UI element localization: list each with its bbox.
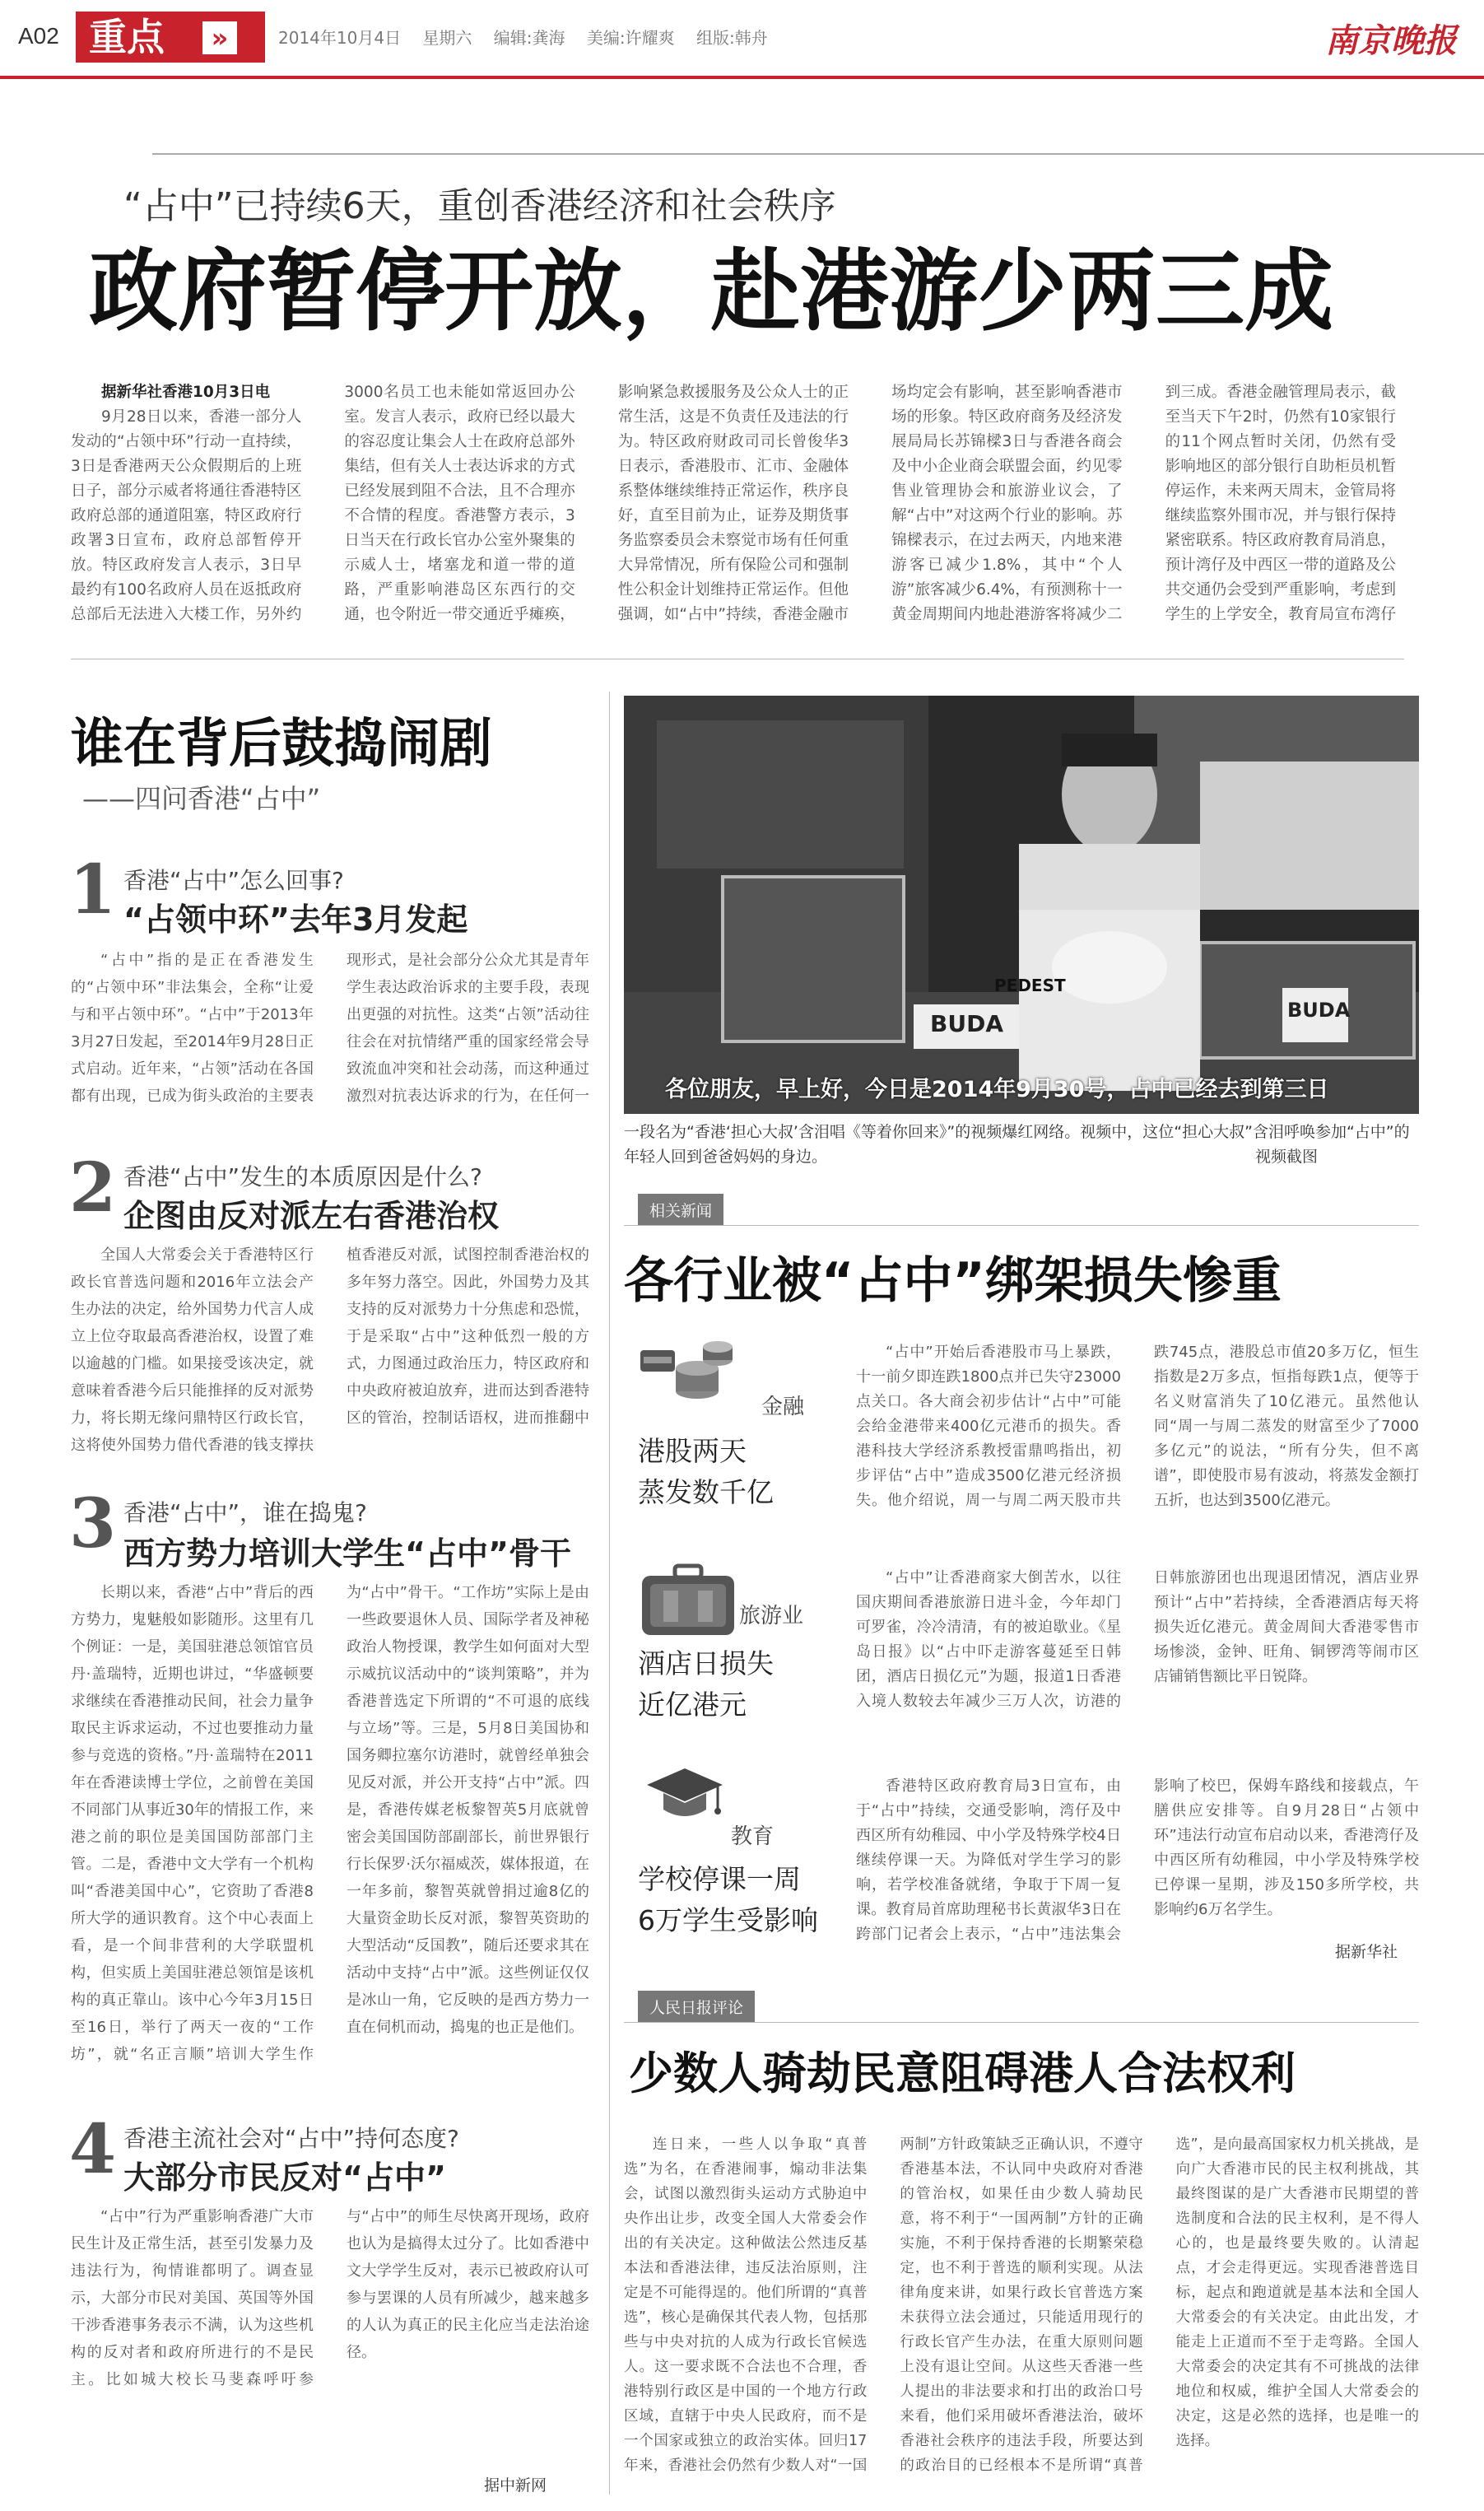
q3-question: 香港“占中”，谁在捣鬼? [123, 1499, 367, 1526]
newspaper-logo: 南京晚报 [1325, 21, 1457, 60]
header-rule-2 [152, 153, 1484, 155]
video-screenshot [624, 696, 1419, 1114]
q2-text: 全国人大常委会关于香港特区行政长官普选问题和2016年立法会产生办法的决定，给外国势力代言人成立上位夺取最高香港治权，设置了难以逾越的门槛。如果接受该决定，就意味着香港今后只能推择的反对派势力，将长期无缘问鼎特区行政长官，这将使外国势力借代香港的钱支撑扶植香港反对派，试图控制香港治权的多年努力落空。因此，外国势力及其支持的反对派势力十分焦虑和恐慌，于是采取“占中”这种低烈一般的方式，力图通过政治压力，特区政府和中央政府被迫放弃，进而达到香港特区的管治，控制话语权，进而推翻中 [71, 1246, 589, 1454]
video-sign-middle: PEDEST [994, 976, 1066, 995]
education-text: 香港特区政府教育局3日宣布，由于“占中”持续，交通受影响，湾仔及中西区所有幼稚园、中小学及特殊学校4日继续停课一天。为降低对学生学习的影响，若学校准备就绪，争取于下周一复课。教育局首席助理秘书长黄淑华3日在跨部门记者会上表示，“占中”违法集会影响了校巴，保姆车路线和接载点，午膳供应安排等。自9月28日“占领中环”违法行动宣布启动以来，香港湾仔及中西区所有幼稚园，中小学及特殊学校已停课一星期，涉及150多所学校，共影响约6万名学生。 [856, 1777, 1419, 1943]
finance-title-1: 港股两天 [638, 1435, 747, 1467]
section-arrow-icon [202, 21, 237, 54]
lead-dateline: 据新华社香港10月3日电 [101, 384, 271, 401]
q4-question: 香港主流社会对“占中”持何态度? [123, 2125, 459, 2152]
commentary-text: 连日来，一些人以争取“真普选”为名，在香港闹事，煽动非法集会，试图以激烈街头运动方式胁迫中央作出让步，改变全国人大常委会作出的有关决定。这种做法公然违反基本法和香港法律，违反法治原则，注定是不可能得逞的。他们所谓的“真普选”，核心是确保其代表人物，包括那些与中央对抗的人成为行政长官候选人。这一要求既不合法也不合理，香港特别行政区是中国的一个地方行政区域，直辖于中央人民政府，而不是一个国家或独立的政治实体。回归17年来，香港社会仍然有少数人对“一国两制”方针政策缺乏正确认识，不遵守香港基本法，不认同中央政府对香港的管治权，如果任由少数人骑劫民意，将不利于“一国两制”方针的正确实施，不利于保持香港的长期繁荣稳定，也不利于普选的顺利实现。从法律角度来讲，如果行政长官普选方案未获得立法会通过，只能适用现行的行政长官产生办法，在重大原则问题上没有退让空间。从这些天香港一些人提出的非法要求和打出的政治口号来看，他们采用破坏香港法治，破坏香港社会秩序的违法手段，所要达到的政治目的已经根本不是所谓“真普选”，是向最高国家权力机关挑战，是向广大香港市民的民主权利挑战，其最终图谋的是广大香港市民期望的普选制度和合法的民主权利，是不得人心的，也是最终要失败的。认清起点，才会走得更远。实现香港普选目标，起点和跑道就是基本法和全国人大常委会的有关决定。由此出发，才能走上正道而不至于走弯路。全国人大常委会的决定其有不可挑战的法律地位和权威，维护全国人大常委会的决定，这是必然的选择，也是唯一的选择。 [624, 2136, 1419, 2474]
coins-icon [635, 1335, 738, 1414]
tourism-title-1: 酒店日损失 [638, 1647, 774, 1679]
lead-kicker: “占中”已持续6天，重创香港经济和社会秩序 [123, 185, 836, 227]
q1-question: 香港“占中”怎么回事? [123, 867, 344, 894]
proof-credit: 组版:韩舟 [696, 28, 768, 48]
q2-question: 香港“占中”发生的本质原因是什么? [123, 1163, 482, 1190]
education-body [856, 1774, 1419, 1954]
section-arrow-glyph: » [211, 22, 229, 54]
q4-body [71, 2203, 589, 2470]
graduation-cap-icon [644, 1763, 726, 1829]
related-headline: 各行业被“占中”绑架损失惨重 [624, 1252, 1282, 1310]
issue-weekday: 星期六 [422, 28, 472, 48]
q4-number: 4 [69, 2110, 117, 2189]
q4-text: “占中”行为严重影响香港广大市民生计及正常生活，甚至引发暴力及违法行为，徇情谁都明了。调查显示，大部分市民对美国、英国等外国干涉香港事务表示不满，认为这些机构的反对者和政府所进行的不是民主。比如城大校长马斐森呼吁参与“占中”的师生尽快离开现场，政府也认为是搞得太过分了。比如香港中文大学学生反对，表示已被政府认可参与罢课的人员有所减少，越来越多的人认为真正的民主化应当走法治途径。 [71, 2208, 589, 2388]
education-title-2: 6万学生受影响 [638, 1904, 818, 1936]
tourism-body [856, 1566, 1419, 1740]
related-rule [624, 1225, 1419, 1226]
column-divider [609, 692, 610, 2495]
commentary-rule [624, 2022, 1419, 2023]
q2-number: 2 [69, 1148, 117, 1228]
q2-body [71, 1242, 589, 1484]
related-source: 据新华社 [1335, 1943, 1398, 1961]
related-tag: 相关新闻 [638, 1194, 723, 1226]
suitcase-icon [639, 1563, 737, 1640]
lead-body [71, 380, 1396, 637]
commentary-headline: 少数人骑劫民意阻碍港人合法权利 [629, 2047, 1296, 2099]
lead-paragraph: 9月28日以来，香港一部分人发动的“占领中环”行动一直持续，3日是香港两天公众假期后的上班日子，部分示威者将通往香港特区政府总部的通道阻塞，特区政府行政署3日宣布，政府总部暂停开放。特区政府发言人表示，3日早最约有100名政府人员在返抵政府总部后无法进入大楼工作，另外约3000名员工也未能如常返回办公室。发言人表示，政府已经以最大的容忍度让集会人士在政府总部外集结，但有关人士表达诉求的方式已经发展到阻不合法，且不合理亦不合情的程度。香港警方表示，3日当天在行政长官办公室外聚集的示威人士，堵塞龙和道一带的道路，严重影响港岛区东西行的交通，也令附近一带交通近乎瘫痪，影响紧急救援服务及公众人士的正常生活，这是不负责任及违法的行为。特区政府财政司司长曾俊华3日表示，香港股市、汇市、金融体系整体继续维持正常运作，秩序良好，直至目前为止，证券及期货事务监察委员会未察觉市场有任何重大异常情况，所有保险公司和强制性公积金计划维持正常运作。但他强调，如“占中”持续，香港金融市场均定会有影响，甚至影响香港市场的形象。特区政府商务及经济发展局局长苏锦樑3日与香港各商会及中小企业商会联盟会面，约见零售业管理协会和旅游业议会，了解“占中”对这两个行业的影响。苏锦樑表示，在过去两天，内地来港游客已减少1.8%，其中“个人游”旅客减少6.4%，有预测称十一黄金周期间内地赴港游客将减少二到三成。香港金融管理局表示，截至当天下午2时，仍然有10家银行的11个网点暂时关闭，仍然有受影响地区的部分银行自助柜员机暂停运作，未来两天周末，金管局将继续监察外围市况，并与银行保持紧密联系。特区政府教育局消息，预计湾仔及中西区一带的道路及公共交通仍会受到严重影响，考虑到学生的上学安全，教育局宣布湾仔 [71, 384, 1396, 623]
q3-answer: 西方势力培训大学生“占中”骨干 [123, 1535, 571, 1572]
finance-title-2: 蒸发数千亿 [638, 1476, 774, 1508]
lead-headline: 政府暂停开放，赴港游少两三成 [89, 240, 1334, 343]
editor-credit: 编辑:龚海 [493, 28, 565, 48]
tourism-text: “占中”让香港商家大倒苦水，以往国庆期间香港旅游日进斗金，今年却门可罗雀，冷冷清清，有的被迫歇业。《星岛日报》以“占中吓走游客蔓延至日韩团，酒店日损亿元”为题，报道1日香港入境人数较去年减少三万人次，访港的日韩旅游团也出现退团情况，酒店业界预计“占中”若持续，全香港酒店每天将损失近亿港元。黄金周间大香港零售市场惨淡，金钟、旺角、铜锣湾等闹市区店铺销售额比平日锐降。 [856, 1569, 1419, 1710]
feature-subhead: ——四问香港“占中” [82, 783, 321, 814]
commentary-body [624, 2132, 1419, 2498]
tourism-label: 旅游业 [739, 1604, 804, 1628]
video-sign-left: BUDA [930, 1010, 1003, 1037]
designer-credit: 美编:许耀爽 [586, 28, 675, 48]
feature-source: 据中新网 [484, 2476, 547, 2495]
finance-body [856, 1340, 1419, 1561]
q3-number: 3 [69, 1484, 117, 1563]
video-subtitle: 各位朋友，早上好，今日是2014年9月30号，占中已经去到第三日 [665, 1077, 1329, 1102]
q1-number: 1 [69, 850, 117, 929]
education-label: 教育 [731, 1824, 775, 1849]
q3-body [71, 1579, 589, 2122]
video-sign-right: BUDA [1287, 999, 1351, 1022]
section-title: 重点 [89, 15, 165, 59]
header-rule [0, 76, 1484, 79]
q3-text: 长期以来，香港“占中”背后的西方势力，鬼魅般如影随形。这里有几个例证：一是，美国驻港总领馆官员丹·盖瑞特，近期也讲过，“华盛顿要求继续在香港推动民间，社会力量争取民主诉求运动，不过也要推动力量参与竞选的资格。”丹·盖瑞特在2011年在香港读博士学位，之前曾在美国不同部门从事近30年的情报工作，来港之前的职位是美国国防部部门主管。二是，香港中文大学有一个机构叫“香港美国中心”，它资助了香港8所大学的通识教育。这个中心表面上看，是一个间非营利的大学联盟机构，但实质上美国驻港总领馆是该机构的真正靠山。该中心今年3月15日至16日，举行了两天一夜的“工作坊”，就“名正言顺”培训大学生作为“占中”骨干。“工作坊”实际上是由一些政要退休人员、国际学者及神秘政治人物授课，教学生如何面对大型示威抗议活动中的“谈判策略”，并为香港普选定下所谓的“不可退的底线与立场”等。三是，5月8日美国协和国务卿拉塞尔访港时，就曾经单独会见反对派，并公开支持“占中”派。四是，香港传媒老板黎智英5月底就曾密会美国国防部副部长，前世界银行行长保罗·沃尔福威茨，媒体报道，在一年多前，黎智英就曾捐过逾8亿的大量资金助长反对派，黎智英资助的大型活动“反国教”，随后还要求其在活动中支持“占中”派。这些例证仅仅是冰山一角，它反映的是西方势力一直在伺机而动，捣鬼的也正是他们。 [71, 1584, 589, 2063]
q1-text: “占中”指的是正在香港发生的“占领中环”非法集会，全称“让爱与和平占领中环”。“占中”于2013年3月27日发起，至2014年9月28日正式启动。近年来，“占领”活动在各国都有出现，已成为街头政治的主要表现形式，是社会部分公众尤其是青年学生表达政治诉求的主要手段，表现出更强的对抗性。这类“占领”活动往往会在对抗情绪严重的国家经常会导致流血冲突和社会动荡，而这种通过激烈对抗表达诉求的行为，在任何一 [71, 952, 589, 1105]
q4-answer: 大部分市民反对“占中” [123, 2159, 446, 2196]
issue-date: 2014年10月4日 [278, 28, 402, 48]
video-credit: 视频截图 [1255, 1148, 1319, 1166]
video-scene [624, 696, 1419, 1114]
feature-headline: 谁在背后鼓捣闹剧 [71, 714, 492, 775]
q1-body [71, 947, 589, 1136]
video-caption-text: 一段名为“香港‘担心大叔’含泪唱《等着你回来》”的视频爆红网络。视频中，这位“担心大叔”含泪呼唤参加“占中”的年轻人回到爸爸妈妈的身边。 [624, 1123, 1410, 1166]
education-title-1: 学校停课一周 [638, 1863, 801, 1895]
page-number: A02 [18, 23, 59, 49]
tourism-title-2: 近亿港元 [638, 1689, 747, 1721]
header-meta [278, 25, 768, 49]
q1-answer: “占领中环”去年3月发起 [123, 901, 468, 938]
finance-text: “占中”开始后香港股市马上暴跌，十一前夕即连跌1800点并已失守23000点关口。各大商会初步估计“占中”可能会给金港带来400亿元港币的损失。香港科技大学经济系教授雷鼎鸣指出，初步评估“占中”造成3500亿港元经济损失。他介绍说，周一与周二两天股市共跌745点，港股总市值20多万亿，恒生指数是2万多点，恒指每跌1点，便等于名义财富消失了10亿港元。虽然他认同“周一与周二蒸发的财富至少了7000多亿元”的说法，“所有分失，但不离谱”，即使股市易有波动，将蒸发金额打五折，也达到3500亿港元。 [856, 1344, 1419, 1509]
q2-answer: 企图由反对派左右香港治权 [123, 1198, 500, 1234]
commentary-tag: 人民日报评论 [638, 1991, 755, 2023]
finance-label: 金融 [761, 1395, 805, 1419]
